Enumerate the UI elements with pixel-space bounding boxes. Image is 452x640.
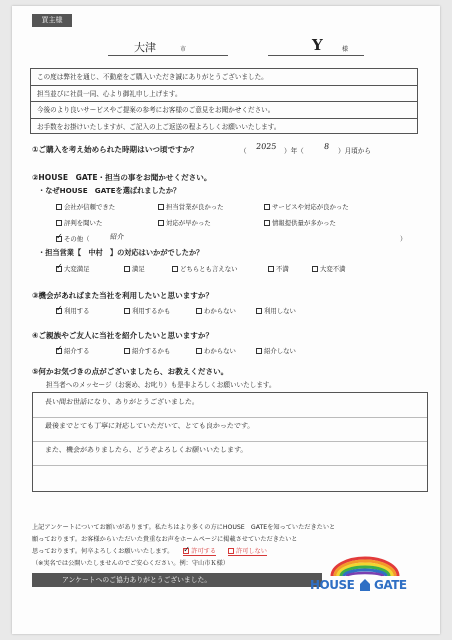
checkbox-icon[interactable] xyxy=(256,308,262,314)
checkbox-icon[interactable] xyxy=(196,308,202,314)
q1-label: ①ご購入を考え始められた時期はいつ頃ですか？ xyxy=(32,145,198,154)
logo-text-house: HOUSE xyxy=(310,578,355,592)
q3-option[interactable] xyxy=(56,306,90,315)
q4-option[interactable] xyxy=(124,346,170,355)
q5-sub: 担当者へのメッセージ（お褒め、お叱り）も是非よろしくお願いいたします。 xyxy=(46,381,276,389)
checkbox-icon[interactable] xyxy=(56,204,62,210)
q4-option-label: 紹介する xyxy=(64,347,90,355)
publish-line: 願っております。お客様からいただいた貴重なお声をホームページに掲載させていただきたいと xyxy=(32,536,298,543)
ruled-line xyxy=(33,417,427,418)
q1-open: （ xyxy=(240,147,247,155)
greeting-line: 担当並びに社員一同、心より御礼申し上げます。 xyxy=(31,86,417,103)
message-line: 最後までとても丁寧に対応していただいて、とても良かったです。 xyxy=(44,422,255,430)
q1-year[interactable]: 2025 xyxy=(255,142,277,151)
q3-option-label: 利用するかも xyxy=(132,307,171,315)
staff-option-label: どちらとも言えない xyxy=(180,265,238,273)
q3-label: ③機会があればまた当社を利用したいと思いますか？ xyxy=(32,291,214,300)
q4-label: ④ご親族やご友人に当社を紹介したいと思いますか？ xyxy=(32,331,214,340)
buyer-tag: 買主様 xyxy=(32,14,72,27)
message-box[interactable] xyxy=(32,392,428,492)
checkbox-checked-icon[interactable] xyxy=(56,348,62,354)
staff-option-label: 不満 xyxy=(276,265,289,273)
staff-option[interactable] xyxy=(56,264,90,273)
why-option-label: 情報提供量が多かった xyxy=(272,219,336,227)
deny-option[interactable] xyxy=(228,548,267,556)
checkbox-icon[interactable] xyxy=(264,204,270,210)
city-value: 大津 xyxy=(134,41,156,54)
why-option-label: 対応が早かった xyxy=(166,219,211,227)
staff-option-label: 満足 xyxy=(132,265,145,273)
why-option[interactable] xyxy=(158,202,224,211)
ruled-line xyxy=(33,465,427,466)
q1-month-close: ）月頃から xyxy=(338,147,371,155)
q3-option[interactable] xyxy=(196,306,236,315)
greeting-box xyxy=(30,68,418,134)
staff-option[interactable] xyxy=(124,264,145,273)
customer-name: Y xyxy=(312,36,323,54)
ruled-line xyxy=(33,441,427,442)
greeting-line: お手数をお掛けいたしますが、ご記入の上ご返送の程よろしくお願いいたします。 xyxy=(37,122,281,131)
city-label: 市 xyxy=(180,46,187,53)
checkbox-icon[interactable] xyxy=(124,348,130,354)
why-option-other-label: その他（ xyxy=(64,235,90,243)
house-gate-logo xyxy=(310,554,420,594)
allow-option[interactable] xyxy=(183,548,216,556)
q2-label: ②HOUSE GATE・担当の事をお聞かせください。 xyxy=(32,173,212,182)
other-close: ） xyxy=(400,235,407,243)
why-option-label: 担当営業が良かった xyxy=(166,203,224,211)
q3-option-label: 利用しない xyxy=(264,307,296,315)
publish-line: 思っております。何卒よろしくお願いいたします。 xyxy=(32,548,174,555)
checkbox-checked-icon[interactable] xyxy=(56,236,62,242)
why-option-label: 評判を聞いた xyxy=(64,219,103,227)
staff-option-label: 大変不満 xyxy=(320,265,346,273)
checkbox-icon[interactable] xyxy=(158,220,164,226)
why-option[interactable] xyxy=(56,218,102,227)
q2-staff-label: ・担当営業【 中村 】の対応はいかがでしたか？ xyxy=(38,248,204,257)
checkbox-icon[interactable] xyxy=(124,308,130,314)
deny-label: 許可しない xyxy=(236,548,267,555)
why-option[interactable] xyxy=(56,202,115,211)
checkbox-icon[interactable] xyxy=(256,348,262,354)
why-option[interactable] xyxy=(264,202,349,211)
survey-sheet xyxy=(12,6,440,634)
checkbox-icon[interactable] xyxy=(172,266,178,272)
checkbox-checked-icon[interactable] xyxy=(56,308,62,314)
q4-option-label: 紹介するかも xyxy=(132,347,171,355)
why-option[interactable] xyxy=(158,218,211,227)
why-option-label: サービスや対応が良かった xyxy=(272,203,349,211)
why-option-label: 会社が信頼できた xyxy=(64,203,116,211)
q3-option[interactable] xyxy=(124,306,170,315)
greeting-line: 今後のより良いサービスやご提案の参考にお客様のご意見をお聞かせください。 xyxy=(31,102,417,119)
q3-option-label: わからない xyxy=(204,307,236,315)
staff-option[interactable] xyxy=(268,264,289,273)
q1-month[interactable]: 8 xyxy=(323,142,330,151)
message-line: また、機会がありましたら、どうぞよろしくお願いいたします。 xyxy=(44,446,248,454)
other-value[interactable]: 紹介 xyxy=(109,233,125,241)
q5-label: ⑤何かお気づきの点がございましたら、お教えください。 xyxy=(32,367,229,376)
checkbox-icon[interactable] xyxy=(228,548,234,554)
logo-text-gate: GATE xyxy=(374,578,407,592)
publish-line: 上記アンケートについてお願いがあります。私たちはより多くの方にHOUSE GATEを知っていただきたいと xyxy=(32,524,336,531)
checkbox-checked-icon[interactable] xyxy=(183,548,189,554)
q4-option-label: わからない xyxy=(204,347,236,355)
greeting-line: この度は弊社を通じ、不動産をご購入いただき誠にありがとうございました。 xyxy=(31,69,417,86)
checkbox-icon[interactable] xyxy=(56,220,62,226)
checkbox-icon[interactable] xyxy=(268,266,274,272)
q4-option[interactable] xyxy=(196,346,236,355)
publish-note: （※実名では公開いたしませんのでご安心ください。例：守山市Ｋ様） xyxy=(32,560,229,567)
checkbox-checked-icon[interactable] xyxy=(56,266,62,272)
q4-option[interactable] xyxy=(56,346,90,355)
checkbox-icon[interactable] xyxy=(158,204,164,210)
why-option[interactable] xyxy=(264,218,336,227)
staff-option[interactable] xyxy=(172,264,238,273)
thanks-bar: アンケートへのご協力ありがとうございました。 xyxy=(32,573,322,587)
customer-suffix: 様 xyxy=(342,46,349,53)
checkbox-icon[interactable] xyxy=(124,266,130,272)
why-option-other[interactable] xyxy=(56,234,90,243)
message-line: 長い間お世話になり、ありがとうございました。 xyxy=(44,398,200,406)
q1-year-close: ）年（ xyxy=(284,147,304,155)
q2-why-label: ・なぜHOUSE GATEを選ばれましたか？ xyxy=(38,186,181,195)
checkbox-icon[interactable] xyxy=(196,348,202,354)
staff-option-label: 大変満足 xyxy=(64,265,90,273)
checkbox-icon[interactable] xyxy=(264,220,270,226)
q4-option[interactable] xyxy=(256,346,296,355)
q4-option-label: 紹介しない xyxy=(264,347,296,355)
city-underline xyxy=(108,40,228,56)
staff-option[interactable] xyxy=(312,264,346,273)
q3-option-label: 利用する xyxy=(64,307,90,315)
q3-option[interactable] xyxy=(256,306,296,315)
checkbox-icon[interactable] xyxy=(312,266,318,272)
allow-label: 許可する xyxy=(191,548,217,555)
